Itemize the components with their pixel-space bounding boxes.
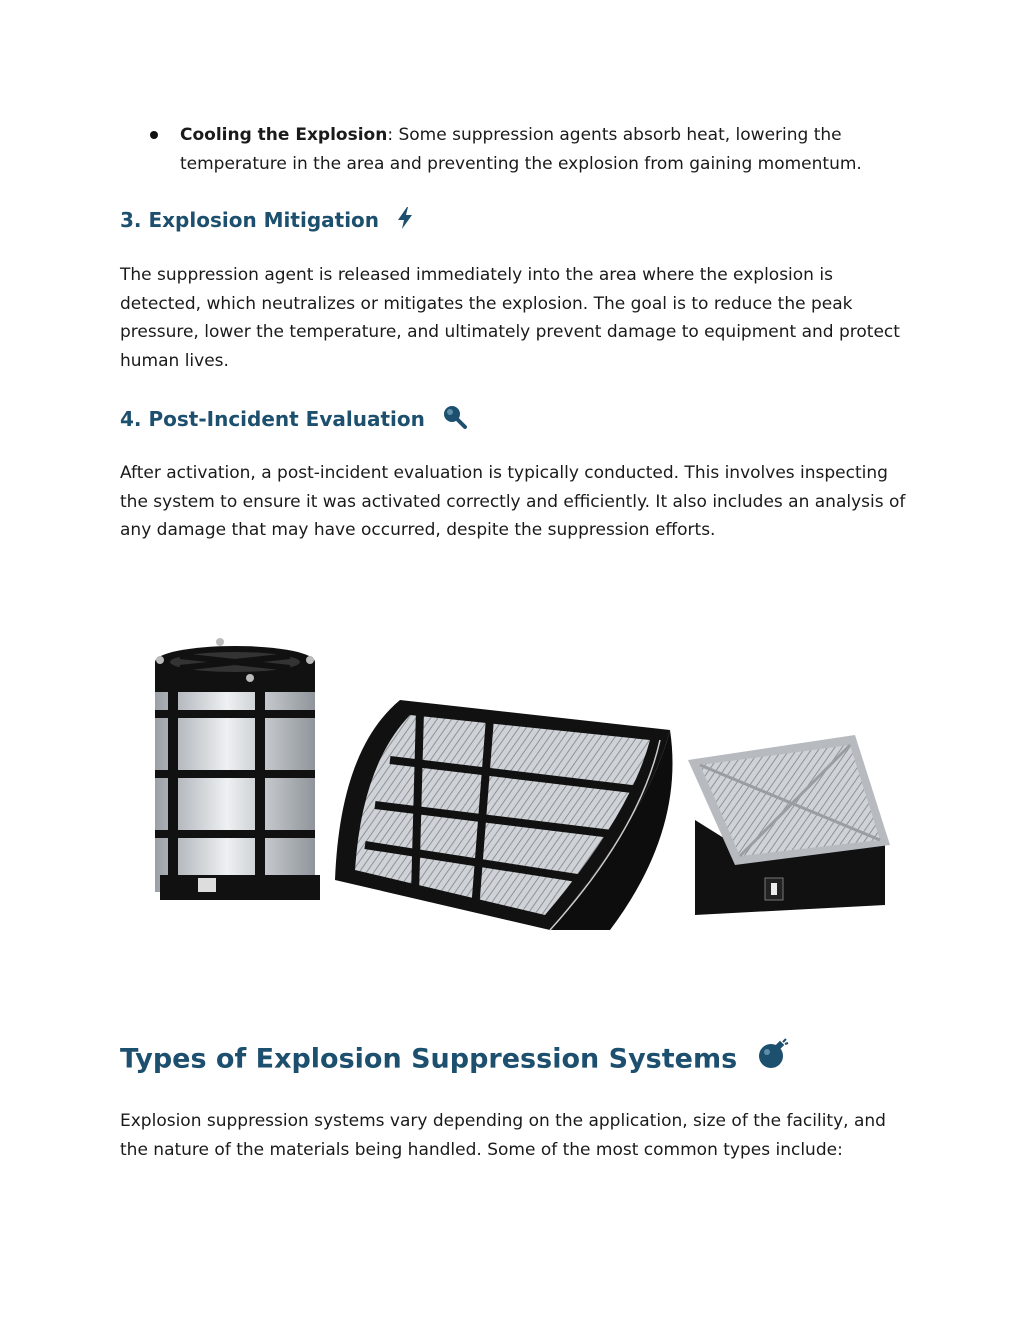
magnifying-glass-icon — [442, 404, 468, 437]
curved-vent — [335, 700, 673, 930]
heading-post-incident — [120, 404, 468, 437]
paragraph-mitigation: The suppression agent is released immediately into the area where the explosion is detected, which neutralizes or mitigates the explosion. The goal is to reduce the peak pressure, lower the temperature, and ultimately prevent damage to equipment and protect human lives. — [120, 265, 900, 371]
heading-text: 3. Explosion Mitigation — [120, 208, 380, 232]
bomb-icon — [757, 1038, 789, 1082]
heading-text: 4. Post-Incident Evaluation — [120, 407, 425, 431]
bullet-bold: Cooling the Explosion — [180, 125, 388, 145]
paragraph-post-incident: After activation, a post-incident evaluation is typically conducted. This involves inspecting the system to ensure it was activated correctly and efficiently. It also includes an analysis of any damage that may have occurred, despite the suppression efforts. — [120, 463, 906, 540]
cylindrical-vent — [155, 638, 320, 900]
heading-text: Types of Explosion Suppression Systems — [120, 1043, 738, 1075]
paragraph-types: Explosion suppression systems vary depending on the application, size of the facility, and the nature of the materials being handled. Some of the most common types include: — [120, 1111, 886, 1160]
suppression-vents-image — [140, 630, 900, 940]
heading-explosion-mitigation — [120, 206, 414, 237]
bullet-text — [180, 121, 910, 178]
lightning-bolt-icon — [396, 206, 414, 237]
heading-types — [120, 1038, 789, 1082]
bullet-dot — [150, 131, 158, 139]
bullet-cooling — [150, 121, 910, 178]
bullet-rest: : Some suppression agents absorb heat, lowering the temperature in the area and preventing the explosion from gaining momentum. — [180, 125, 862, 174]
square-vent — [688, 735, 890, 915]
